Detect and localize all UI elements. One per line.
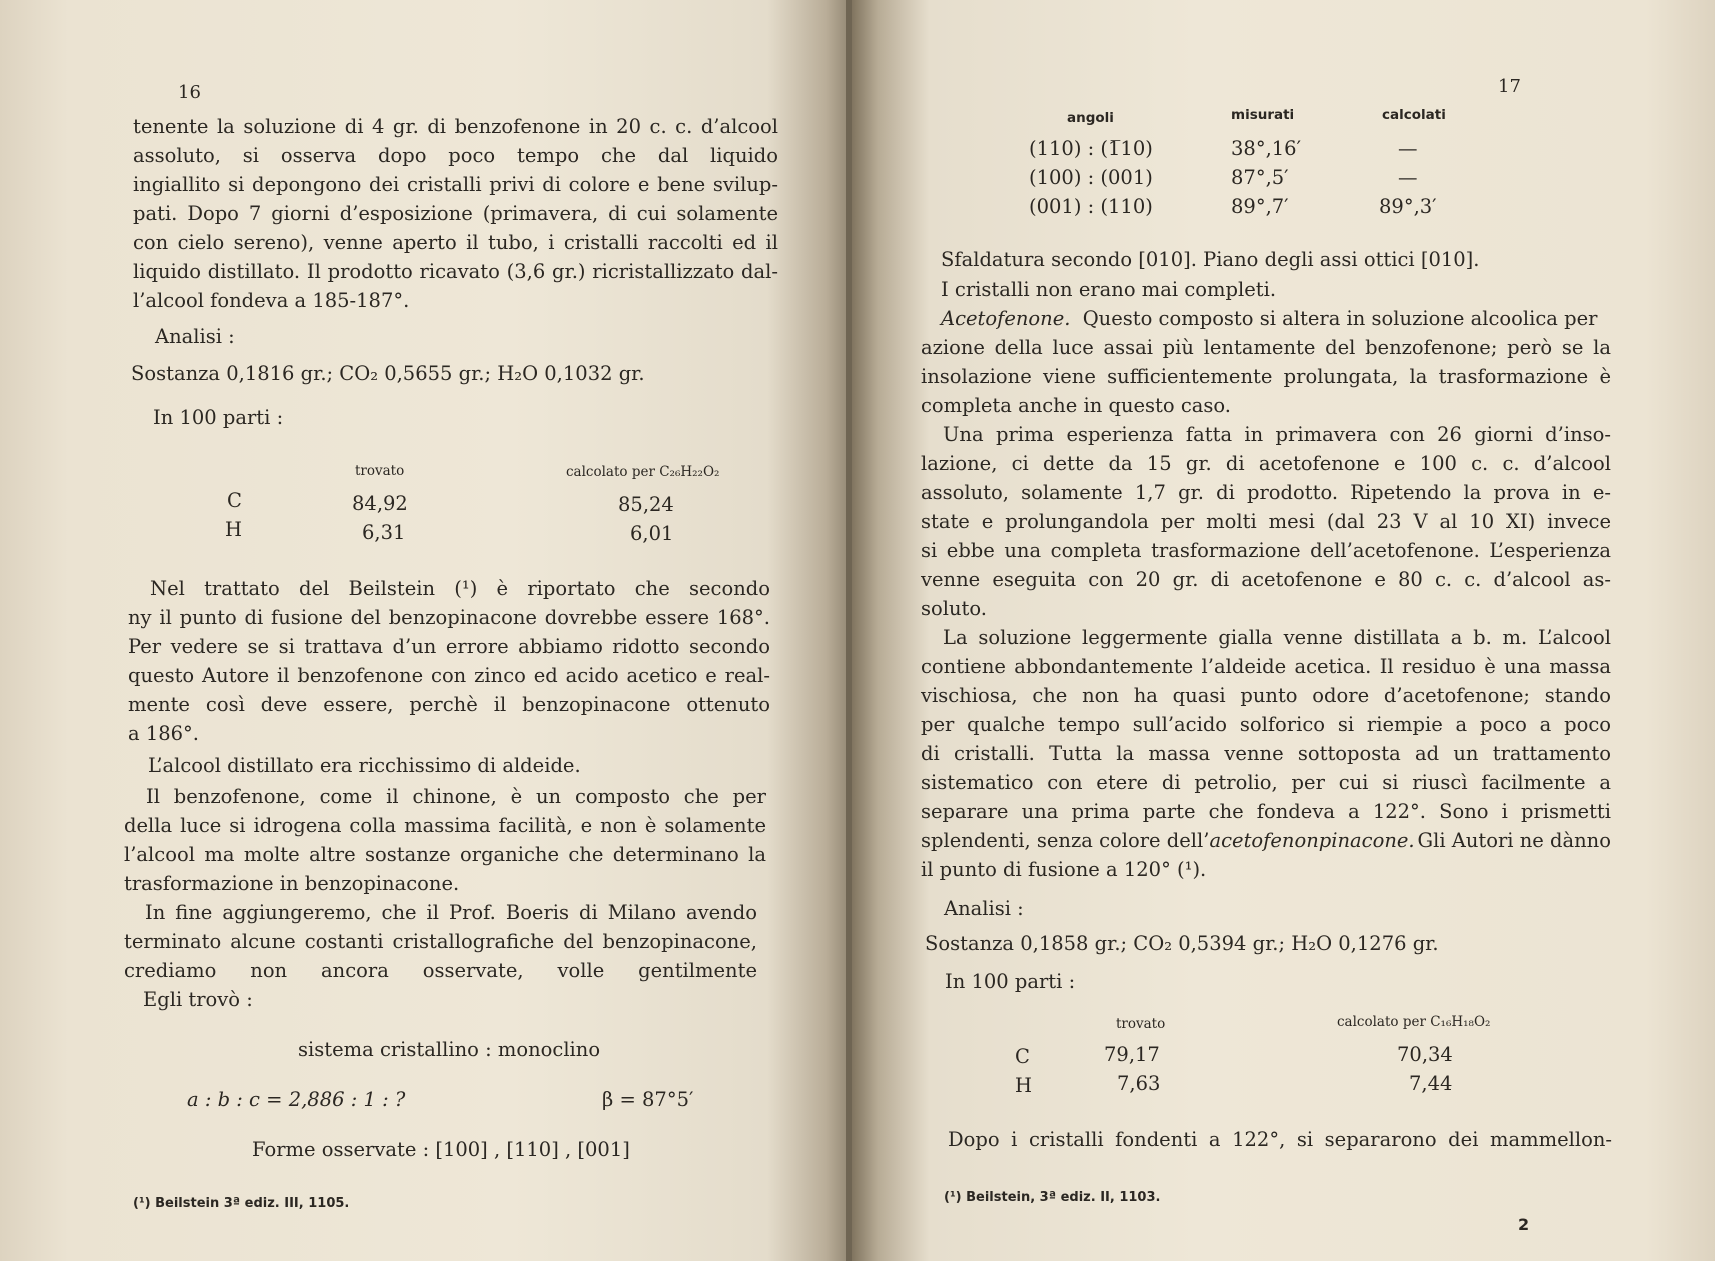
text-line: Una prima esperienza fatta in primavera con 26 giorni d’inso-	[943, 423, 1611, 446]
table-cell: 89°,7′	[1231, 195, 1289, 218]
table-cell: 87°,5′	[1231, 166, 1289, 189]
text-line: tenente la soluzione di 4 gr. di benzofenone in 20 c. c. d’alcool	[133, 115, 778, 138]
in-100-label: In 100 parti :	[945, 970, 1076, 993]
text-line: crediamo non ancora osservate, volle gentilmente	[124, 959, 757, 982]
text-segment: Gli Autori ne dànno	[1417, 829, 1611, 852]
text-line: lazione, ci dette da 15 gr. di acetofenone e 100 c. c. d’alcool	[921, 452, 1611, 475]
text-line: assoluto, solamente 1,7 gr. di prodotto. Ripetendo la prova in e-	[921, 481, 1611, 504]
table-cell: 89°,3′	[1379, 195, 1437, 218]
element-symbol: H	[1015, 1074, 1033, 1097]
table-cell: 79,17	[1104, 1043, 1160, 1066]
beta-angle-line: β = 87°5′	[602, 1088, 694, 1111]
table-cell: 7,44	[1409, 1072, 1453, 1095]
text-line: Egli trovò :	[143, 988, 253, 1011]
text-line: Questo composto si altera in soluzione alcoolica per	[1082, 307, 1598, 330]
table-cell: 85,24	[618, 493, 674, 516]
column-header: trovato	[355, 463, 405, 479]
text-line: completa anche in questo caso.	[921, 394, 1231, 417]
right-page	[852, 0, 1715, 1261]
column-header: misurati	[1231, 107, 1295, 123]
page-number: 16	[178, 82, 201, 103]
text-line: l’alcool ma molte altre sostanze organiche che determinano la	[124, 843, 766, 866]
crystal-system-line: sistema cristallino : monoclino	[298, 1038, 601, 1061]
text-line: mente così deve essere, perchè il benzopinacone ottenuto	[128, 693, 770, 716]
table-cell: (100) : (001)	[1029, 166, 1153, 189]
text-line: venne eseguita con 20 gr. di acetofenone e 80 c. c. d’alcool as-	[921, 568, 1611, 591]
sostanza-line: Sostanza 0,1858 gr.; CO₂ 0,5394 gr.; H₂O 0,1276 gr.	[925, 932, 1439, 955]
column-header: angoli	[1067, 110, 1114, 126]
element-symbol: H	[225, 518, 243, 541]
text-line: Sfaldatura secondo [010]. Piano degli assi ottici [010].	[941, 248, 1480, 271]
text-line: della luce si idrogena colla massima facilità, e non è solamente	[124, 814, 766, 837]
text-line: state e prolungandola per molti mesi (dal 23 V al 10 XI) invece	[921, 510, 1611, 533]
in-100-label: In 100 parti :	[153, 406, 284, 429]
element-symbol: C	[227, 489, 242, 512]
text-line: pati. Dopo 7 giorni d’esposizione (primavera, di cui solamente	[133, 202, 778, 225]
text-line: soluto.	[921, 597, 987, 620]
table-cell: —	[1398, 137, 1418, 160]
text-line: La soluzione leggermente gialla venne distillata a b. m. L’alcool	[943, 626, 1611, 649]
text-line: terminato alcune costanti cristallografiche del benzopinacone,	[124, 930, 757, 953]
signature-mark: 2	[1518, 1215, 1530, 1234]
column-header: calcolati	[1382, 107, 1446, 123]
analisi-label: Analisi :	[944, 897, 1024, 920]
section-title: Acetofenone.	[941, 307, 1071, 330]
text-line: per qualche tempo sull’acido solforico si riempie a poco a poco	[921, 713, 1611, 736]
sostanza-line: Sostanza 0,1816 gr.; CO₂ 0,5655 gr.; H₂O 0,1032 gr.	[131, 362, 645, 385]
table-cell: (001) : (110)	[1029, 195, 1153, 218]
compound-name: acetofenonpinacone.	[1209, 829, 1415, 852]
text-line: I cristalli non erano mai completi.	[941, 278, 1277, 301]
table-cell: —	[1398, 166, 1418, 189]
text-line: Nel trattato del Beilstein (¹) è riportato che secondo	[150, 577, 770, 600]
text-line	[921, 827, 1611, 856]
text-line: insolazione viene sufficientemente prolungata, la trasformazione è	[921, 365, 1611, 388]
forms-observed-line: Forme osservate : [100] , [110] , [001]	[252, 1138, 630, 1161]
text-line: con cielo sereno), venne aperto il tubo, i cristalli raccolti ed il	[133, 231, 778, 254]
text-line	[941, 305, 1615, 334]
axis-ratio-line: a : b : c = 2,886 : 1 : ?	[187, 1088, 406, 1111]
text-line: questo Autore il benzofenone con zinco ed acido acetico e real-	[128, 664, 770, 687]
text-line: Il benzofenone, come il chinone, è un composto che per	[146, 785, 766, 808]
text-line: contiene abbondantemente l’aldeide acetica. Il residuo è una massa	[921, 655, 1611, 678]
text-line: di cristalli. Tutta la massa venne sottoposta ad un trattamento	[921, 742, 1611, 765]
text-segment: splendenti, senza colore dell’acetofenonpinacone.	[921, 829, 1415, 852]
text-line: trasformazione in benzopinacone.	[124, 872, 460, 895]
column-header: calcolato per C₁₆H₁₈O₂	[1337, 1014, 1491, 1030]
text-line: assoluto, si osserva dopo poco tempo che dal liquido	[133, 144, 778, 167]
text-line: L’alcool distillato era ricchissimo di aldeide.	[148, 754, 581, 777]
table-cell: 7,63	[1117, 1072, 1161, 1095]
column-header: trovato	[1116, 1016, 1166, 1032]
table-cell: 38°,16′	[1231, 137, 1302, 160]
column-header: calcolato per C₂₆H₂₂O₂	[566, 464, 720, 480]
text-line: In fine aggiungeremo, che il Prof. Boeris di Milano avendo	[145, 901, 757, 924]
text-line: Dopo i cristalli fondenti a 122°, si separarono dei mammellon-	[948, 1128, 1612, 1151]
text-line: ingiallito si depongono dei cristalli privi di colore e bene svilup-	[133, 173, 778, 196]
text-line: Per vedere se si trattava d’un errore abbiamo ridotto secondo	[128, 635, 770, 658]
table-cell: (110) : (1̅10)	[1029, 137, 1153, 160]
table-cell: 84,92	[352, 492, 408, 515]
text-line: liquido distillato. Il prodotto ricavato (3,6 gr.) ricristallizzato dal-	[133, 260, 778, 283]
text-line: a 186°.	[128, 722, 199, 745]
text-line: sistematico con etere di petrolio, per cui si riuscì facilmente a	[921, 771, 1611, 794]
text-line: l’alcool fondeva a 185-187°.	[133, 289, 410, 312]
text-line: azione della luce assai più lentamente del benzofenone; però se la	[921, 336, 1611, 359]
left-page	[0, 0, 852, 1261]
text-line: vischiosa, che non ha quasi punto odore d’acetofenone; stando	[921, 684, 1611, 707]
element-symbol: C	[1015, 1045, 1030, 1068]
table-cell: 70,34	[1397, 1043, 1453, 1066]
text-line: si ebbe una completa trasformazione dell’acetofenone. L’esperienza	[921, 539, 1611, 562]
footnote: (¹) Beilstein, 3ª ediz. II, 1103.	[944, 1190, 1161, 1205]
footnote: (¹) Beilstein 3ª ediz. III, 1105.	[133, 1196, 350, 1211]
text-line: il punto di fusione a 120° (¹).	[921, 858, 1207, 881]
analisi-label: Analisi :	[155, 325, 235, 348]
table-cell: 6,01	[630, 522, 674, 545]
table-cell: 6,31	[362, 521, 406, 544]
text-line: ny il punto di fusione del benzopinacone dovrebbe essere 168°.	[128, 606, 770, 629]
text-line: separare una prima parte che fondeva a 122°. Sono i prismetti	[921, 800, 1611, 823]
page-number: 17	[1498, 76, 1521, 97]
